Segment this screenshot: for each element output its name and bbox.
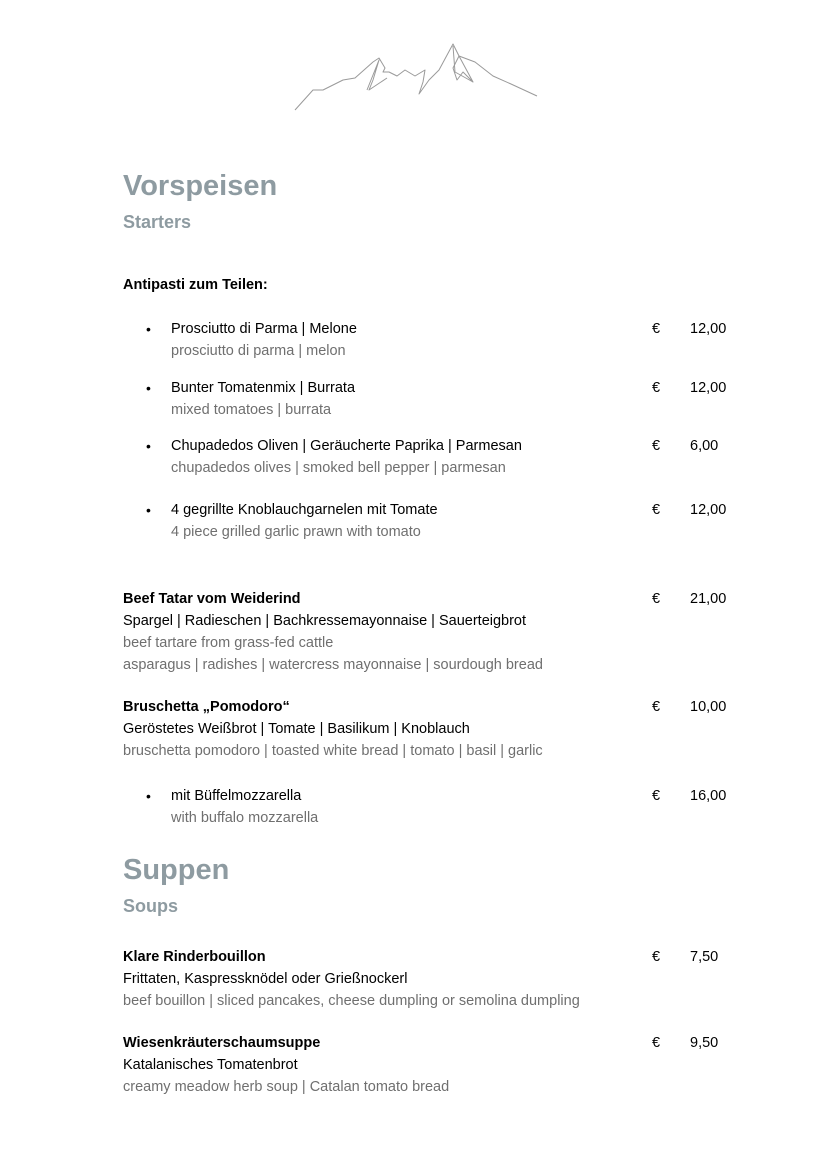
section-subtitle-starters: Starters — [123, 212, 192, 232]
currency-symbol: € — [652, 502, 661, 518]
item-name: Beef Tatar vom Weiderind — [123, 591, 301, 607]
item-price: 16,00 — [690, 788, 727, 804]
bullet-icon: • — [146, 502, 151, 518]
item-translation-detail: asparagus | radishes | watercress mayonnaise | sourdough bread — [123, 657, 543, 673]
item-name: Chupadedos Oliven | Geräucherte Paprika | Parmesan — [171, 438, 522, 454]
item-price: 6,00 — [690, 438, 719, 454]
item-price: 12,00 — [690, 502, 727, 518]
item-price: 12,00 — [690, 321, 727, 337]
currency-symbol: € — [652, 788, 661, 804]
currency-symbol: € — [652, 380, 661, 396]
item-name: Wiesenkräuterschaumsuppe — [123, 1035, 321, 1051]
item-translation: prosciutto di parma | melon — [171, 343, 346, 359]
item-translation: beef tartare from grass-fed cattle — [123, 635, 334, 651]
item-translation: beef bouillon | sliced pancakes, cheese dumpling or semolina dumpling — [123, 993, 580, 1009]
item-name: Prosciutto di Parma | Melone — [171, 321, 357, 337]
item-description: Spargel | Radieschen | Bachkressemayonnaise | Sauerteigbrot — [123, 613, 527, 629]
item-price: 12,00 — [690, 380, 727, 396]
item-translation: chupadedos olives | smoked bell pepper | parmesan — [171, 460, 506, 476]
item-price: 10,00 — [690, 699, 727, 715]
mountain-logo-icon — [293, 40, 539, 112]
item-price: 9,50 — [690, 1035, 719, 1051]
item-translation: mixed tomatoes | burrata — [171, 402, 332, 418]
antipasti-heading: Antipasti zum Teilen: — [123, 277, 268, 293]
currency-symbol: € — [652, 699, 661, 715]
currency-symbol: € — [652, 321, 661, 337]
bullet-icon: • — [146, 438, 151, 454]
item-price: 7,50 — [690, 949, 719, 965]
section-title-starters: Vorspeisen — [123, 170, 278, 202]
currency-symbol: € — [652, 1035, 661, 1051]
item-description: Geröstetes Weißbrot | Tomate | Basilikum | Knoblauch — [123, 721, 470, 737]
currency-symbol: € — [652, 438, 661, 454]
item-name: 4 gegrillte Knoblauchgarnelen mit Tomate — [171, 502, 438, 518]
bullet-icon: • — [146, 321, 151, 337]
item-name: Bunter Tomatenmix | Burrata — [171, 380, 356, 396]
item-name: Klare Rinderbouillon — [123, 949, 266, 965]
currency-symbol: € — [652, 949, 661, 965]
item-description: Katalanisches Tomatenbrot — [123, 1057, 298, 1073]
item-translation: bruschetta pomodoro | toasted white bread | tomato | basil | garlic — [123, 743, 543, 759]
item-name: Bruschetta „Pomodoro“ — [123, 699, 290, 715]
item-translation: 4 piece grilled garlic prawn with tomato — [171, 524, 421, 540]
item-description: Frittaten, Kaspressknödel oder Grießnockerl — [123, 971, 408, 987]
bullet-icon: • — [146, 380, 151, 396]
section-title-soups: Suppen — [123, 854, 230, 886]
bullet-icon: • — [146, 788, 151, 804]
item-price: 21,00 — [690, 591, 727, 607]
item-name: mit Büffelmozzarella — [171, 788, 302, 804]
item-translation: with buffalo mozzarella — [171, 810, 319, 826]
section-subtitle-soups: Soups — [123, 896, 179, 916]
currency-symbol: € — [652, 591, 661, 607]
item-translation: creamy meadow herb soup | Catalan tomato bread — [123, 1079, 450, 1095]
